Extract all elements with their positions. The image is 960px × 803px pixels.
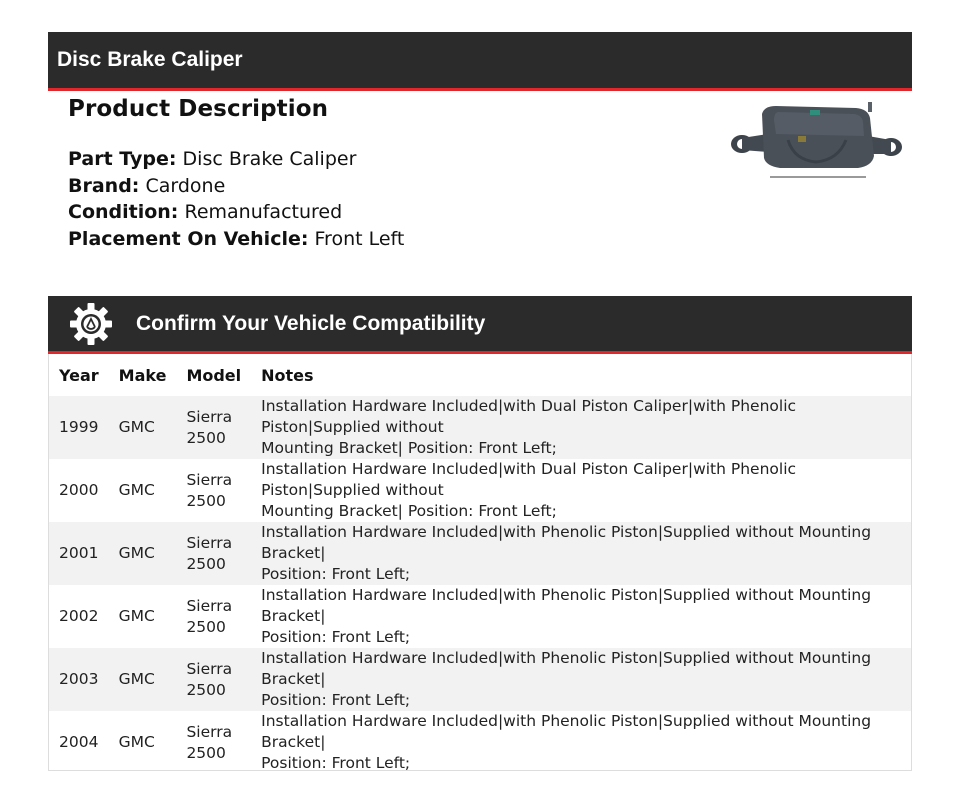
table-row (49, 396, 911, 459)
table-row (49, 711, 911, 774)
brand-value: Cardone (145, 174, 226, 197)
cell-year: 2002 (59, 607, 99, 625)
notes-line-1: Installation Hardware Included|with Phenolic Piston|Supplied without Mounting Bracket| (261, 523, 872, 562)
model-line-2: 2500 (186, 680, 226, 699)
model-line-1: Sierra (186, 470, 233, 489)
table-row (49, 648, 911, 711)
description-heading: Product Description (68, 96, 329, 122)
brand-label: Brand: (68, 174, 140, 197)
cell-make: GMC (109, 648, 177, 711)
notes-line-1: Installation Hardware Included|with Phenolic Piston|Supplied without Mounting Bracket| (261, 586, 872, 625)
table-row (49, 459, 911, 522)
cell-year: 2000 (59, 481, 99, 499)
cell-model (176, 648, 251, 711)
notes-line-1: Installation Hardware Included|with Dual Piston Caliper|with Phenolic Piston|Supplied without (261, 460, 797, 499)
cell-make: GMC (118, 481, 155, 499)
cell-notes (251, 648, 911, 711)
condition-value: Remanufactured (184, 201, 343, 223)
cell-year: 1999 (49, 396, 109, 459)
cell-make: GMC (109, 396, 177, 459)
cell-notes (251, 585, 911, 648)
page-title: Disc Brake Caliper (57, 48, 243, 71)
cell-model (176, 522, 251, 585)
part-type-label: Part Type: (68, 148, 177, 170)
brake-caliper-image (728, 100, 908, 182)
model-line-1: Sierra (186, 659, 233, 678)
cell-make: GMC (118, 733, 155, 751)
placement-value: Front Left (314, 227, 405, 250)
notes-line-2: Position: Front Left; (261, 691, 411, 709)
notes-line-2: Position: Front Left; (261, 628, 411, 646)
notes-line-1: Installation Hardware Included|with Phenolic Piston|Supplied without Mounting Bracket| (261, 712, 872, 751)
column-header-model: Model (186, 365, 242, 385)
model-line-2: 2500 (186, 617, 226, 636)
table-header-row (49, 354, 911, 396)
cell-year: 2003 (49, 648, 109, 711)
cell-year: 2004 (59, 733, 99, 751)
model-line-1: Sierra (186, 533, 233, 552)
table-row (49, 585, 911, 648)
gear-icon (69, 302, 113, 346)
cell-model (176, 585, 251, 648)
cell-make: GMC (109, 522, 177, 585)
condition-row (68, 199, 688, 226)
compatibility-table (49, 354, 911, 774)
header-bar (48, 32, 912, 91)
table-row (49, 522, 911, 585)
model-line-2: 2500 (186, 428, 226, 447)
notes-line-2: Mounting Bracket| Position: Front Left; (261, 502, 557, 520)
product-description (68, 96, 688, 252)
placement-label: Placement On Vehicle: (68, 227, 309, 250)
placement-row (68, 226, 688, 253)
notes-line-2: Mounting Bracket| Position: Front Left; (261, 439, 557, 457)
cell-model (176, 711, 251, 774)
model-line-1: Sierra (186, 722, 233, 741)
notes-line-2: Position: Front Left; (261, 565, 411, 583)
compatibility-table-wrap (48, 354, 912, 771)
column-header-notes: Notes (261, 365, 314, 385)
compatibility-bar (48, 296, 912, 354)
cell-year: 2001 (49, 522, 109, 585)
part-type-row (68, 146, 688, 173)
cell-make: GMC (118, 607, 155, 625)
notes-line-1: Installation Hardware Included|with Dual Piston Caliper|with Phenolic Piston|Supplied without (261, 397, 797, 436)
notes-line-1: Installation Hardware Included|with Phenolic Piston|Supplied without Mounting Bracket| (261, 649, 872, 688)
model-line-2: 2500 (186, 554, 226, 573)
cell-notes (251, 711, 911, 774)
column-header-make: Make (118, 365, 167, 385)
cell-model (176, 396, 251, 459)
part-type-value: Disc Brake Caliper (182, 148, 357, 170)
model-line-1: Sierra (186, 596, 233, 615)
compatibility-title: Confirm Your Vehicle Compatibility (136, 311, 486, 335)
brand-row (68, 173, 688, 200)
cell-notes (251, 459, 911, 522)
cell-notes (251, 522, 911, 585)
model-line-1: Sierra (186, 407, 233, 426)
cell-notes (251, 396, 911, 459)
model-line-2: 2500 (186, 743, 226, 762)
model-line-2: 2500 (186, 491, 226, 510)
cell-model (176, 459, 251, 522)
column-header-year: Year (59, 365, 99, 385)
notes-line-2: Position: Front Left; (261, 754, 411, 772)
condition-label: Condition: (68, 201, 179, 223)
